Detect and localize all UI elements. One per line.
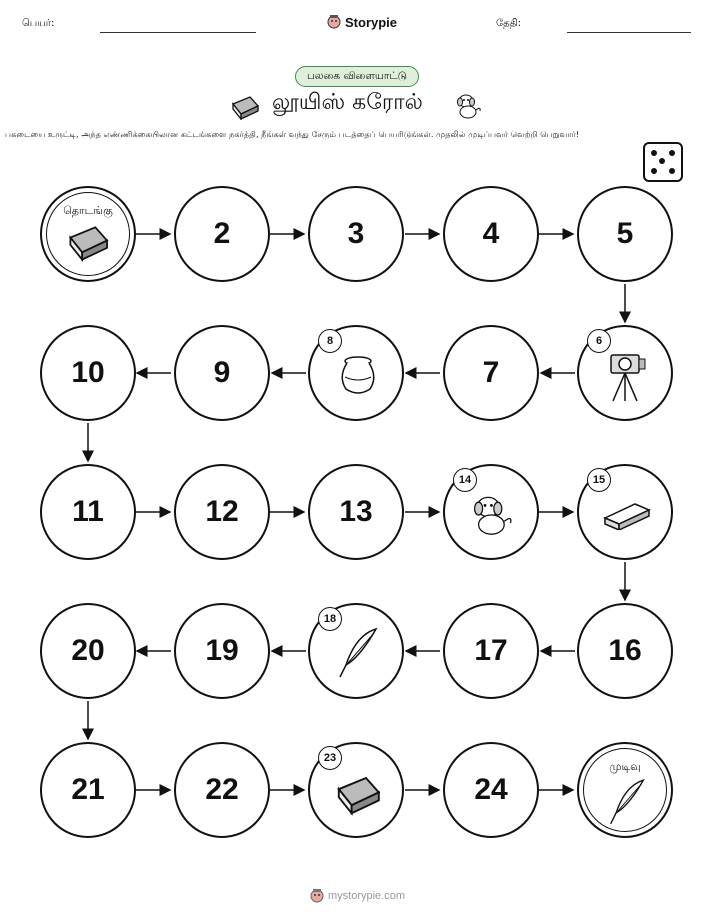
square-number: 22 [205, 773, 239, 806]
board-square [40, 742, 136, 838]
square-badge: 14 [453, 468, 477, 492]
end-label: முடிவு [609, 760, 641, 773]
start-square [40, 186, 136, 282]
square-number: 10 [71, 356, 105, 389]
square-number: 13 [339, 495, 373, 528]
board-square [308, 186, 404, 282]
picture-square [577, 464, 673, 560]
picture-square [308, 325, 404, 421]
square-number: 7 [482, 356, 500, 389]
square-badge: 8 [318, 329, 342, 353]
eraser-icon [601, 500, 653, 530]
quill-icon [607, 778, 647, 826]
board-square [174, 464, 270, 560]
board-square [40, 464, 136, 560]
board-square [40, 603, 136, 699]
square-number: 19 [205, 634, 239, 667]
square-badge: 15 [587, 468, 611, 492]
book-icon [66, 222, 110, 262]
picture-square [443, 464, 539, 560]
square-number: 3 [347, 217, 365, 250]
board-square [443, 325, 539, 421]
board-square [443, 742, 539, 838]
board-square [40, 325, 136, 421]
board-square [174, 186, 270, 282]
picture-square [308, 603, 404, 699]
square-number: 9 [213, 356, 231, 389]
pot-icon [336, 355, 380, 397]
square-badge: 18 [318, 607, 342, 631]
square-number: 4 [482, 217, 500, 250]
board-square [577, 186, 673, 282]
square-number: 17 [474, 634, 508, 667]
square-number: 24 [474, 773, 508, 806]
picture-square [308, 742, 404, 838]
board-square [308, 464, 404, 560]
instructions: பகடையை உருட்டி, அந்த எண்ணிக்கையிலான கட்டங்களை நகர்த்தி, நீங்கள் வந்து சேரும் படத்தைப் பெயரிடுங்கள். முதலில் முடிப்பவர் வெற்றி பெறுவார்! [5, 129, 580, 139]
square-number: 12 [205, 495, 239, 528]
board-square [577, 603, 673, 699]
square-number: 5 [616, 217, 634, 250]
brand-name: Storypie [345, 14, 398, 30]
page-title: லூயிஸ் கரோல் [272, 90, 423, 115]
end-square [577, 742, 673, 838]
camera-icon [605, 351, 649, 403]
board-square [443, 603, 539, 699]
date-label: தேதி: [496, 18, 522, 29]
puppy-icon [469, 490, 517, 540]
quill-icon [336, 627, 380, 679]
square-badge: 23 [318, 746, 342, 770]
square-number: 2 [213, 217, 231, 250]
board-square [174, 603, 270, 699]
board-square [174, 742, 270, 838]
square-number: 16 [608, 634, 642, 667]
board-square [443, 186, 539, 282]
name-label: பெயர்: [22, 18, 55, 29]
board-game-tag: பலகை விளையாட்டு [295, 66, 419, 87]
square-number: 21 [71, 773, 105, 806]
square-number: 11 [72, 495, 104, 528]
square-badge: 6 [587, 329, 611, 353]
book-icon [334, 772, 382, 816]
footer [310, 888, 405, 904]
footer-url[interactable]: mystorypie.com [328, 890, 406, 902]
storypie-mascot-icon [310, 888, 324, 904]
start-label: தொடங்கு [63, 204, 113, 217]
board-square [174, 325, 270, 421]
picture-square [577, 325, 673, 421]
square-number: 20 [71, 634, 105, 667]
